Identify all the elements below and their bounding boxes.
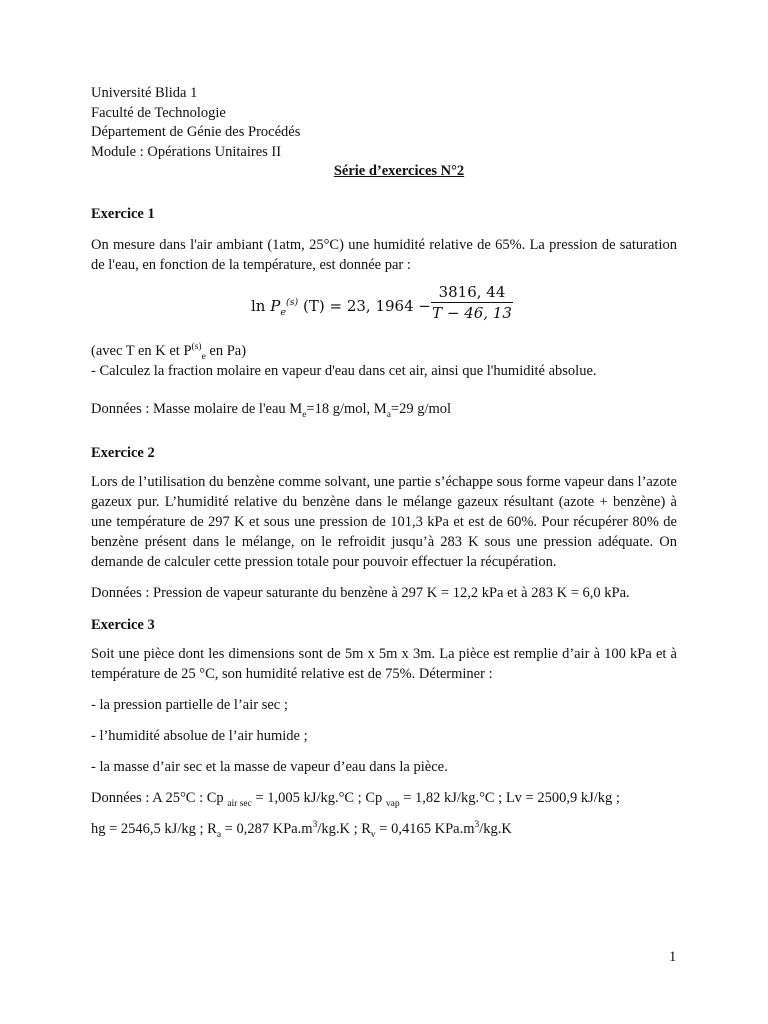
exercise2-text: Lors de l’utilisation du benzène comme solvant, une partie s’échappe sous forme vapeur dans l’azote gazeux pur. L’humidité relative du benzène dans le mélange gazeux résultant (azote + benzène) à une température de 297 K et sous une pression de 101,3 kPa et est de 60%. Pour récupérer 80% de benzène présent dans le mélange, on le refroidit jusqu’à 283 K sous une pression adéquate. On demande de calculer cette pression totale pour pouvoir effectuer la récupération. (91, 473, 677, 570)
header-faculty: Faculté de Technologie (91, 104, 226, 121)
equation-numerator: 3816, 44 (438, 282, 506, 301)
exercise1-question: - Calculez la fraction molaire en vapeur d'eau dans cet air, ainsi que l'humidité absolue. (91, 362, 597, 379)
exercise1-units: (avec T en K et $P^{(s)}_e$ en Pa) (91, 341, 247, 362)
exercise1-data: Données : Masse molaire de l'eau $M_e=18$ g/mol, $M_a=29$ g/mol (91, 400, 452, 420)
exercise3-item: - la pression partielle de l’air sec ; (91, 696, 288, 713)
exercise3-item: - la masse d’air sec et la masse de vapeur d’eau dans la pièce. (91, 758, 448, 775)
series-title: Série d’exercices N°2 (333, 163, 465, 179)
exercise3-item: - l’humidité absolue de l’air humide ; (91, 727, 308, 744)
page-number: 1 (669, 949, 677, 965)
header-department: Département de Génie des Procédés (91, 124, 301, 140)
fraction-bar (431, 302, 513, 303)
exercise3-data-line2: hg = 2546,5 kJ/kg ; $R_a = 0,287$ $KPa.m^3/kg.K$ ; $R_v = 0,4165$ $KPa.m^3/kg.K$ (91, 819, 512, 840)
saturation-pressure-equation (251, 283, 677, 333)
document-page (91, 84, 677, 839)
equation-lhs: $\ln P_e^{(s)}$ (T) = 23, 1964 − (251, 296, 431, 318)
exercise3-data-line1: Données : A 25°C : Cp $_{air sec}$ = 1,005 kJ/kg.°C ; Cp $_{vap}$ = 1,82 kJ/kg.°C ; Lv = 2500,9 kJ/kg ; (91, 789, 620, 809)
exercise3-title: Exercice 3 (91, 616, 155, 633)
exercise2-data: Données : Pression de vapeur saturante du benzène à 297 K = 12,2 kPa et à 283 K = 6,0 kPa. (91, 584, 630, 601)
header-university: Université Blida 1 (91, 85, 198, 101)
equation-denominator: T − 46, 13 (432, 303, 512, 322)
exercise1-intro: On mesure dans l'air ambiant (1atm, 25°C) une humidité relative de 65%. La pression de saturation de l'eau, en fonction de la température, est donnée par : (91, 236, 677, 273)
exercise1-title: Exercice 1 (91, 205, 155, 222)
equation-fraction (431, 283, 513, 322)
header-module: Module : Opérations Unitaires II (91, 143, 282, 160)
exercise3-text: Soit une pièce dont les dimensions sont de 5m x 5m x 3m. La pièce est remplie d’air à 100 kPa et à température de 25 °C, son humidité relative est de 75%. Déterminer : (91, 645, 677, 682)
exercise2-title: Exercice 2 (91, 444, 155, 461)
